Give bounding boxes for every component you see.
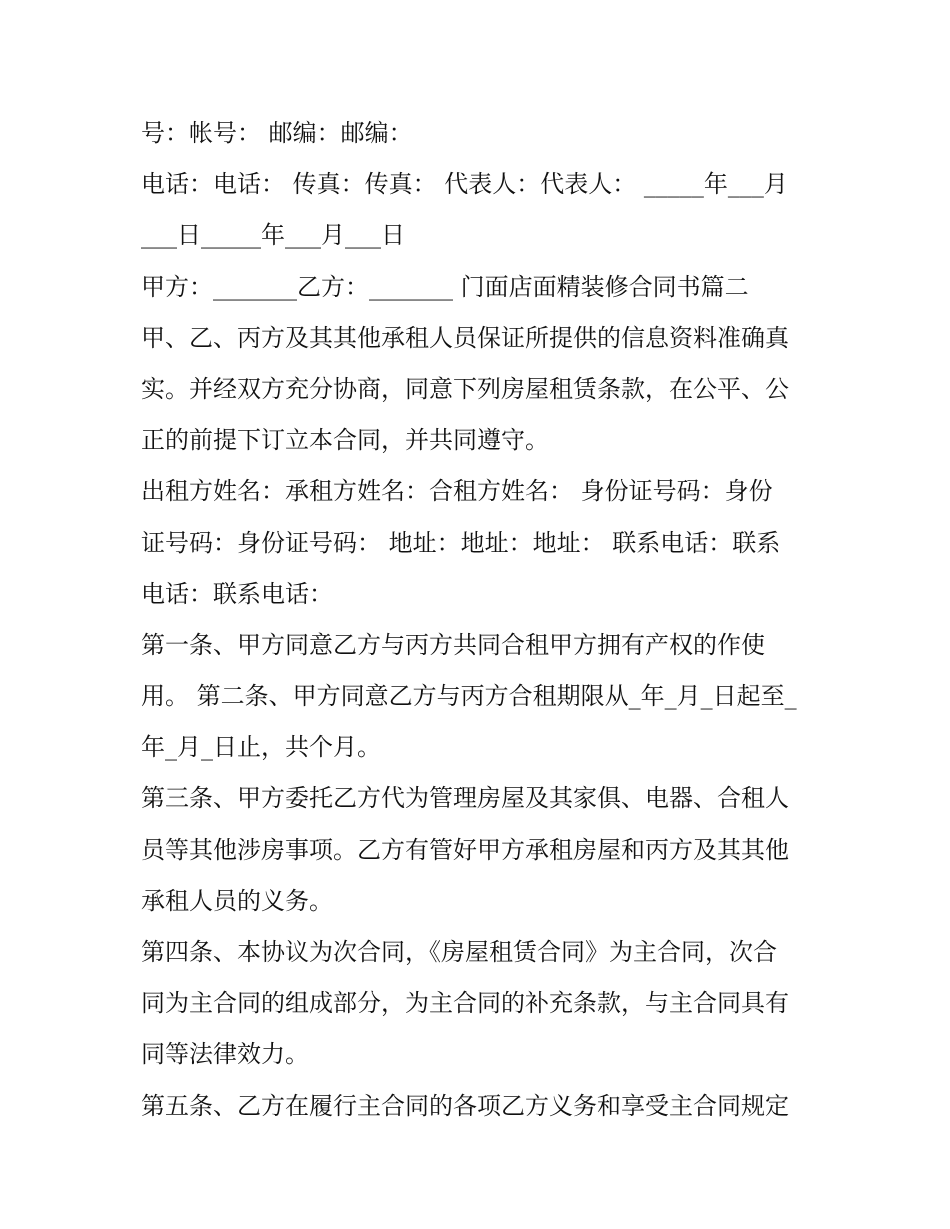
text-line: 出租方姓名：承租方姓名：合租方姓名： 身份证号码：身份 bbox=[141, 477, 773, 506]
document-page bbox=[141, 108, 821, 1132]
text-line: 实。并经双方充分协商，同意下列房屋租赁条款，在公平、公 bbox=[141, 374, 789, 403]
text-line: ___日_____年___月___日 bbox=[141, 221, 405, 250]
text-line: 第一条、甲方同意乙方与丙方共同合租甲方拥有产权的作使 bbox=[141, 630, 765, 659]
text-line: 年_月_日止，共个月。 bbox=[141, 733, 381, 762]
text-line: 承租人员的义务。 bbox=[141, 886, 333, 915]
text-line: 员等其他涉房事项。乙方有管好甲方承租房屋和丙方及其其他 bbox=[141, 835, 789, 864]
text-line: 第四条、本协议为次合同，《房屋租赁合同》为主合同，次合 bbox=[141, 938, 777, 966]
text-line: 正的前提下订立本合同，并共同遵守。 bbox=[141, 426, 549, 455]
text-line: 同为主合同的组成部分，为主合同的补充条款，与主合同具有 bbox=[141, 989, 789, 1018]
text-line: 用。 第二条、甲方同意乙方与丙方合租期限从_年_月_日起至_ bbox=[141, 682, 797, 711]
text-line: 甲、乙、丙方及其其他承租人员保证所提供的信息资料准确真 bbox=[141, 323, 789, 352]
text-line: 号：帐号： 邮编：邮编： bbox=[141, 119, 413, 147]
text-line: 甲方：_______乙方：_______ 门面店面精装修合同书篇二 bbox=[141, 272, 749, 301]
text-line: 电话：联系电话： bbox=[141, 579, 333, 608]
text-line: 第三条、甲方委托乙方代为管理房屋及其家俱、电器、合租人 bbox=[141, 784, 789, 813]
text-line: 同等法律效力。 bbox=[141, 1040, 309, 1069]
text-line: 证号码：身份证号码： 地址：地址：地址： 联系电话：联系 bbox=[141, 528, 781, 557]
text-line: 电话：电话： 传真：传真： 代表人：代表人： _____年___月 bbox=[141, 170, 788, 199]
text-line: 第五条、乙方在履行主合同的各项乙方义务和享受主合同规定 bbox=[141, 1091, 789, 1120]
